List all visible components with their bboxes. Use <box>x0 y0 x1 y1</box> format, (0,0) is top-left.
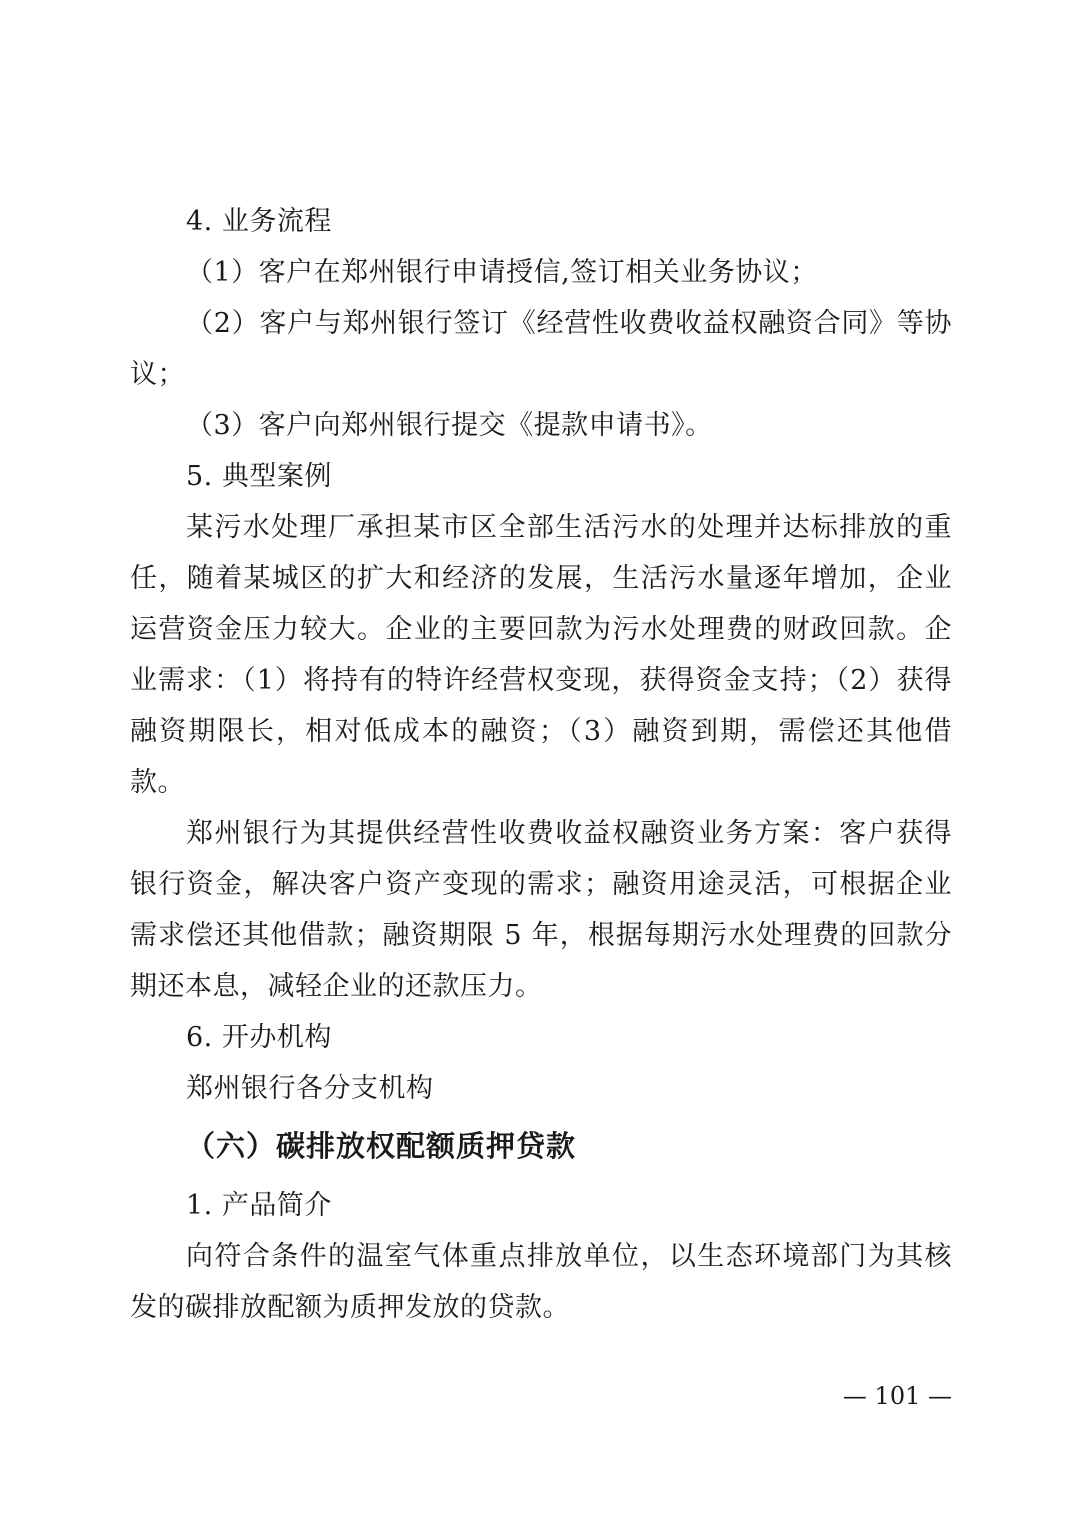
section-heading-institutions: 6. 开办机构 <box>186 1022 332 1053</box>
product-intro-body: 向符合条件的温室气体重点排放单位，以生态环境部门为其核发的碳排放配额为质押发放的贷款。 <box>130 1241 952 1323</box>
process-step-3: （3）客户向郑州银行提交《提款申请书》。 <box>186 410 713 441</box>
case-paragraph-2: 郑州银行为其提供经营性收费收益权融资业务方案：客户获得银行资金，解决客户资产变现的需求；融资用途灵活，可根据企业需求偿还其他借款；融资期限 5 年，根据每期污水处理费的回款分期还本息，减轻企业的还款压力。 <box>130 818 952 1002</box>
process-step-1: （1）客户在郑州银行申请授信,签订相关业务协议； <box>186 257 818 288</box>
section-heading-business-process: 4. 业务流程 <box>186 206 332 237</box>
section-heading-typical-case: 5. 典型案例 <box>186 461 332 492</box>
case-paragraph-1: 某污水处理厂承担某市区全部生活污水的处理并达标排放的重任，随着某城区的扩大和经济的发展，生活污水量逐年增加，企业运营资金压力较大。企业的主要回款为污水处理费的财政回款。企业需求：（1）将持有的特许经营权变现，获得资金支持；（2）获得融资期限长，相对低成本的融资；（3）融资到期，需偿还其他借款。 <box>130 512 952 798</box>
section-heading-product-intro: 1. 产品简介 <box>186 1190 332 1221</box>
chapter-heading-carbon-loan: （六）碳排放权配额质押贷款 <box>186 1129 577 1163</box>
page-content <box>130 196 952 1333</box>
process-step-2: （2）客户与郑州银行签订《经营性收费收益权融资合同》等协议； <box>130 308 952 390</box>
page-number: — 101 — <box>842 1382 952 1410</box>
institutions-body: 郑州银行各分支机构 <box>186 1073 434 1104</box>
